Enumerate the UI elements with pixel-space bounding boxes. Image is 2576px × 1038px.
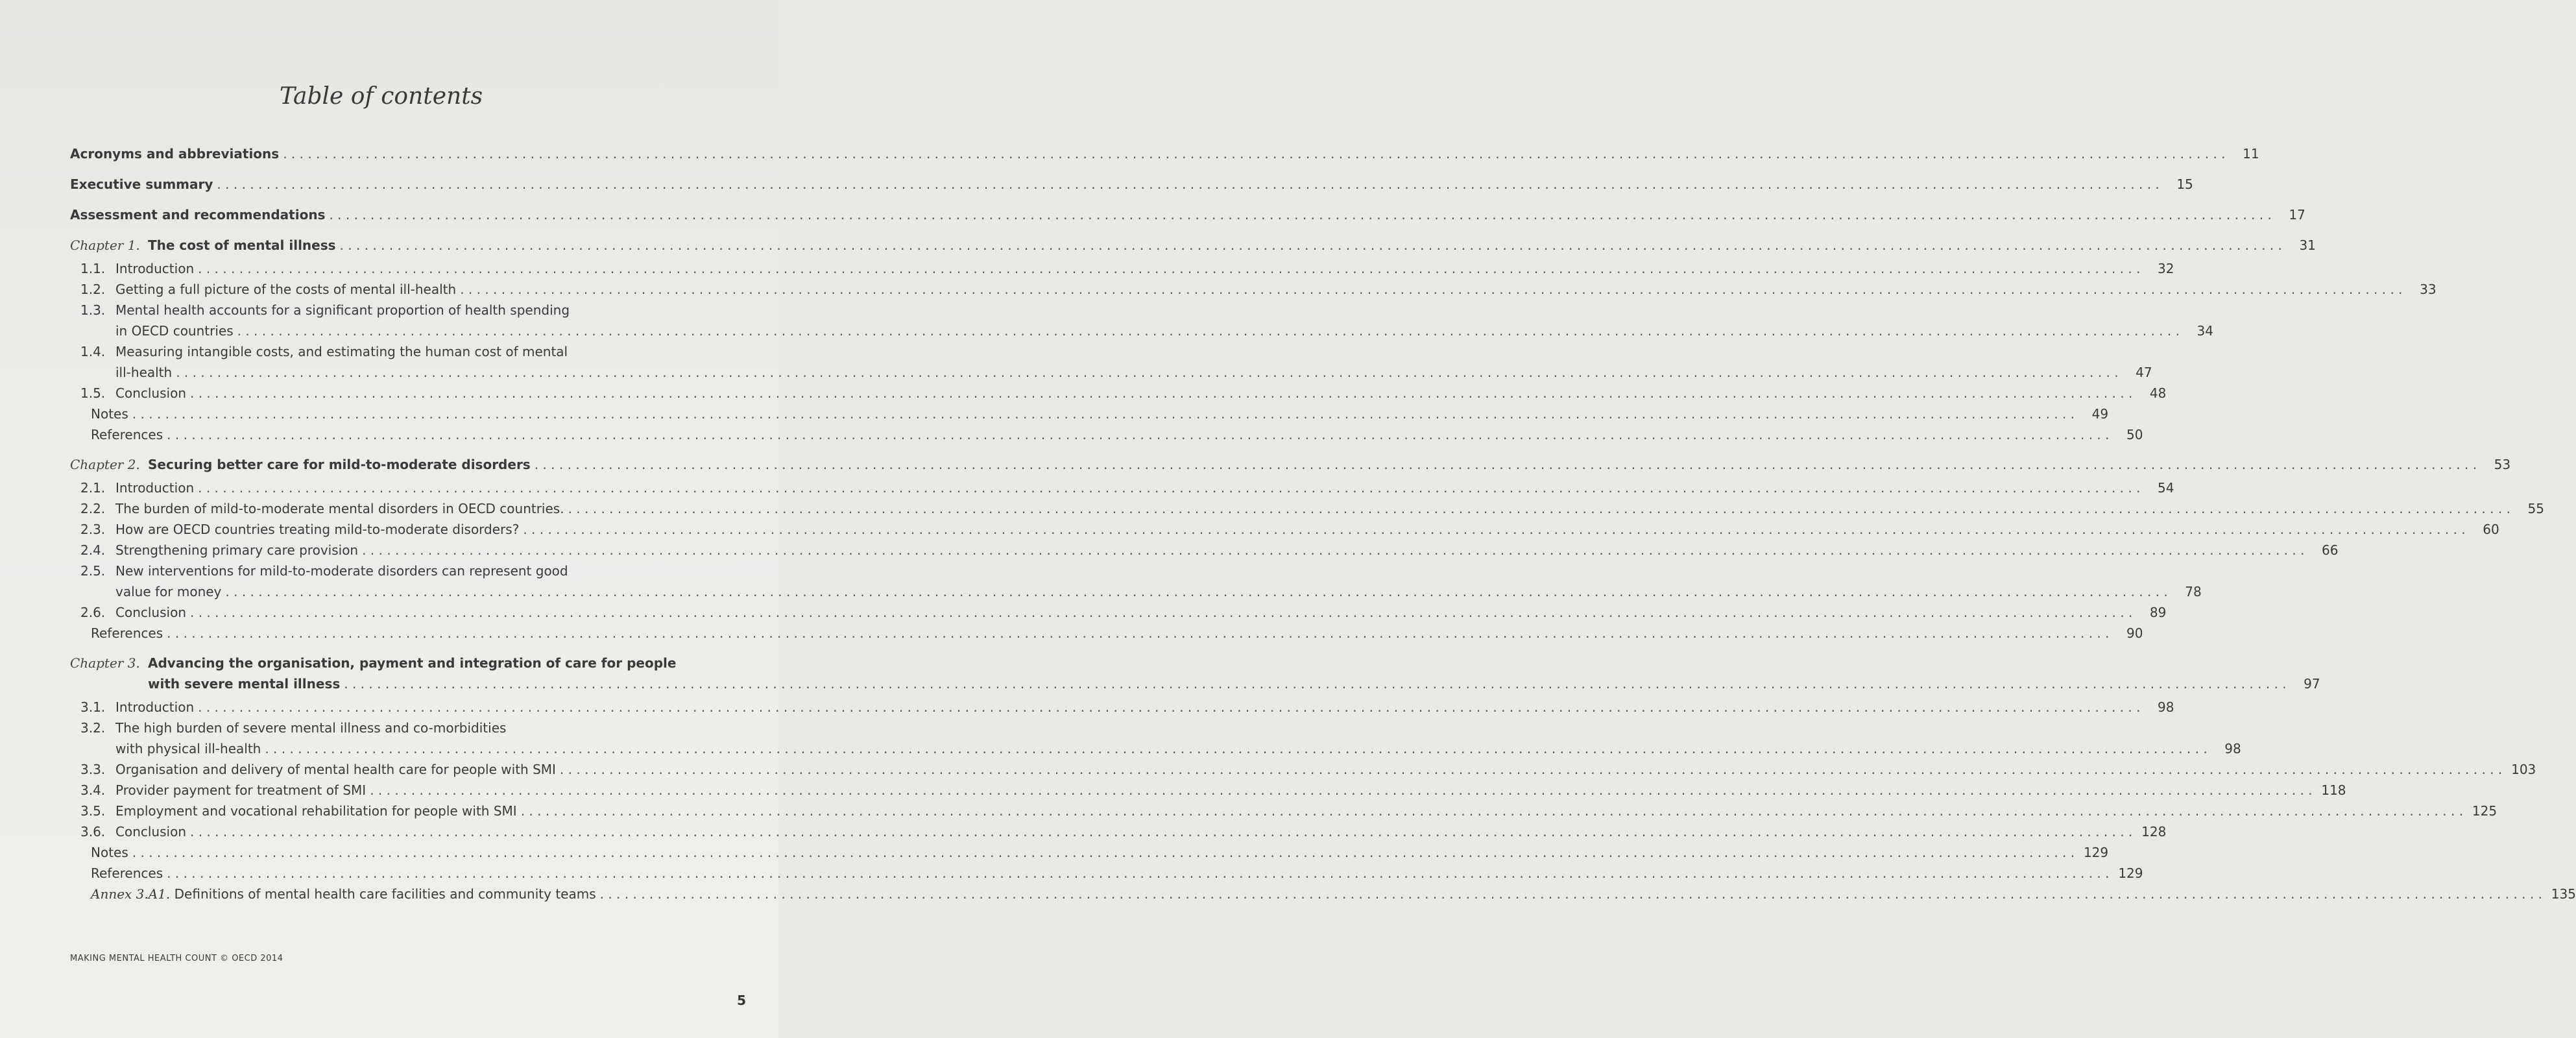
entry-page: 129	[2118, 865, 2143, 881]
entry-title: Strengthening primary care provision	[115, 542, 359, 558]
section-body	[91, 424, 2143, 445]
entry-title: Conclusion	[115, 824, 186, 839]
toc-section	[70, 498, 2544, 519]
section-title-line: Measuring intangible costs, and estimating the human cost of mental	[115, 344, 568, 359]
dot-leader	[521, 801, 2463, 821]
entry-page: 98	[2224, 741, 2241, 756]
section-body	[115, 477, 2174, 498]
entry-page: 135	[2551, 886, 2576, 902]
entry-page: 55	[2527, 501, 2544, 516]
toc-line	[115, 258, 2174, 279]
chapter-title	[148, 653, 2320, 694]
dot-leader	[535, 454, 2477, 475]
toc-front-entry	[70, 143, 2259, 164]
toc-section	[70, 404, 2109, 424]
toc-line	[148, 454, 2510, 475]
section-body	[91, 623, 2143, 644]
section-number	[70, 424, 91, 445]
annex-spacer	[70, 884, 91, 904]
annex-title	[91, 884, 596, 904]
section-body	[115, 279, 2437, 300]
section-number: 3.1.	[80, 699, 106, 715]
section-number: 3.2.	[80, 720, 106, 736]
toc-line	[115, 738, 2241, 759]
section-number: 2.6.	[80, 605, 106, 620]
entry-page: 34	[2197, 323, 2213, 339]
section-body	[115, 718, 2241, 759]
toc-section	[70, 821, 2167, 842]
entry-page: 128	[2141, 824, 2167, 839]
chapter-label: Chapter 2.	[70, 457, 140, 472]
toc-line	[91, 863, 2143, 884]
section-gap	[70, 644, 695, 653]
entry-page: 17	[2289, 207, 2305, 223]
section-body	[115, 602, 2166, 623]
entry-page: 129	[2083, 845, 2109, 860]
section-number: 2.2.	[80, 501, 106, 516]
section-number: 3.6.	[80, 824, 106, 839]
toc-section	[70, 279, 2437, 300]
toc-line	[91, 424, 2143, 445]
toc-section	[70, 424, 2143, 445]
toc-line	[115, 477, 2174, 498]
entry-title: The cost of mental illness	[148, 237, 336, 253]
entry-title: value for money	[115, 584, 222, 599]
entry-page: 54	[2158, 480, 2174, 496]
toc-line	[115, 362, 2152, 383]
entry-page: 66	[2322, 542, 2339, 558]
entry-title: Notes	[91, 845, 128, 860]
section-number	[70, 842, 91, 863]
toc-section	[70, 561, 2202, 602]
entry-page: 125	[2472, 803, 2498, 819]
section-number	[70, 623, 91, 644]
dot-leader	[340, 235, 2282, 256]
toc-line	[115, 821, 2166, 842]
toc-line	[115, 320, 2213, 341]
section-body	[91, 863, 2143, 884]
entry-page: 33	[2420, 282, 2437, 297]
entry-title: Introduction	[115, 699, 195, 715]
dot-leader	[237, 320, 2180, 341]
toc-line	[115, 602, 2166, 623]
dot-leader	[167, 623, 2109, 644]
annex-text: Definitions of mental health care facilities and community teams	[170, 886, 596, 902]
section-body	[115, 383, 2166, 404]
toc-section	[70, 258, 2174, 279]
section-body	[115, 801, 2497, 821]
toc-line	[148, 673, 2320, 694]
entry-title: References	[91, 427, 163, 442]
dot-leader	[370, 780, 2312, 801]
entry-title: Notes	[91, 406, 128, 422]
dot-leader	[176, 362, 2118, 383]
section-body	[115, 561, 2202, 602]
entry-title: Employment and vocational rehabilitation for people with SMI	[115, 803, 517, 819]
entry-page: 53	[2494, 457, 2511, 472]
footer-publication: MAKING MENTAL HEALTH COUNT © OECD 2014	[70, 954, 283, 963]
toc-line	[91, 404, 2108, 424]
page-title: Table of contents	[279, 83, 483, 110]
dot-leader	[560, 759, 2502, 780]
entry-page: 89	[2149, 605, 2167, 620]
dot-leader	[265, 738, 2207, 759]
entry-page: 32	[2158, 261, 2174, 276]
toc-line	[70, 204, 2305, 225]
entry-title: Conclusion	[115, 385, 186, 401]
dot-leader	[132, 842, 2075, 863]
entry-page: 48	[2149, 385, 2167, 401]
toc-section	[70, 300, 2213, 341]
section-title-line: New interventions for mild-to-moderate disorders can represent good	[115, 563, 568, 579]
dot-leader	[198, 258, 2140, 279]
toc-section	[70, 801, 2498, 821]
toc-section	[70, 383, 2167, 404]
section-number: 2.4.	[80, 542, 106, 558]
toc-section	[70, 623, 2143, 644]
toc-section	[70, 863, 2143, 884]
toc-section	[70, 341, 2152, 383]
toc-line	[91, 884, 2576, 904]
entry-page: 50	[2126, 427, 2143, 442]
toc-section	[70, 697, 2174, 718]
toc-line	[115, 540, 2338, 561]
section-number	[70, 404, 91, 424]
toc-line	[115, 581, 2202, 602]
chapter-title	[148, 235, 2316, 256]
entry-title: References	[91, 865, 163, 881]
entry-title: Getting a full picture of the costs of mental ill-health	[115, 282, 457, 297]
section-number: 1.2.	[80, 282, 106, 297]
section-body	[115, 341, 2152, 383]
dot-leader	[198, 477, 2140, 498]
entry-title: Provider payment for treatment of SMI	[115, 782, 367, 798]
section-body	[115, 498, 2544, 519]
dot-leader	[167, 863, 2109, 884]
entry-title: in OECD countries	[115, 323, 234, 339]
toc-section	[70, 842, 2109, 863]
toc-line	[91, 623, 2143, 644]
entry-title: How are OECD countries treating mild-to-moderate disorders?	[115, 522, 520, 537]
entry-title: Introduction	[115, 261, 195, 276]
toc-section	[70, 540, 2339, 561]
entry-page: 15	[2176, 176, 2193, 192]
entry-page: 103	[2511, 762, 2536, 777]
section-body	[91, 842, 2108, 863]
entry-page: 118	[2321, 782, 2346, 798]
section-body	[115, 697, 2174, 718]
toc-line	[115, 498, 2544, 519]
toc-line	[148, 235, 2316, 256]
section-body	[115, 300, 2213, 341]
dot-leader	[600, 884, 2542, 904]
dot-leader	[190, 383, 2132, 404]
section-number: 1.3.	[80, 302, 106, 318]
section-title-line: The high burden of severe mental illness and co-morbidities	[115, 720, 507, 736]
section-body	[115, 821, 2166, 842]
entry-title: Executive summary	[70, 176, 213, 192]
toc-section	[70, 602, 2167, 623]
section-number: 1.5.	[80, 385, 106, 401]
entry-title: Securing better care for mild-to-moderate disorders	[148, 457, 531, 472]
entry-page: 49	[2091, 406, 2109, 422]
section-number: 2.3.	[80, 522, 106, 537]
entry-title: with severe mental illness	[148, 676, 341, 692]
toc-line	[70, 143, 2259, 164]
toc-annex	[70, 884, 2576, 904]
toc-section	[70, 759, 2536, 780]
dot-leader	[225, 581, 2167, 602]
chapter-title-line: Advancing the organisation, payment and integration of care for people	[148, 655, 677, 671]
dot-leader	[329, 204, 2271, 225]
toc-line	[115, 383, 2166, 404]
toc-line	[115, 759, 2536, 780]
section-body	[115, 759, 2536, 780]
section-gap	[70, 445, 695, 454]
section-number: 1.1.	[80, 261, 106, 276]
toc-line	[70, 174, 2193, 195]
entry-page: 78	[2185, 584, 2202, 599]
toc-section	[70, 718, 2241, 759]
entry-title: References	[91, 625, 163, 641]
dot-leader	[362, 540, 2304, 561]
section-title-line: Mental health accounts for a significant proportion of health spending	[115, 302, 570, 318]
toc-chapter	[70, 454, 2511, 475]
entry-page: 98	[2158, 699, 2174, 715]
annex-body	[91, 884, 2576, 904]
entry-title: with physical ill-health	[115, 741, 261, 756]
entry-title: Introduction	[115, 480, 195, 496]
section-number	[70, 863, 91, 884]
toc-section	[70, 519, 2499, 540]
section-number: 1.4.	[80, 344, 106, 359]
entry-page: 11	[2243, 146, 2259, 162]
dot-leader	[167, 424, 2109, 445]
dot-leader	[217, 174, 2159, 195]
chapter-label: Chapter 3.	[70, 655, 140, 671]
dot-leader	[190, 602, 2132, 623]
section-body	[115, 540, 2338, 561]
toc-line	[115, 801, 2497, 821]
dot-leader	[344, 673, 2286, 694]
entry-title: Conclusion	[115, 605, 186, 620]
section-number: 3.4.	[80, 782, 106, 798]
entry-title: Acronyms and abbreviations	[70, 146, 280, 162]
dot-leader	[283, 143, 2225, 164]
entry-page: 47	[2136, 365, 2152, 380]
entry-page: 97	[2304, 676, 2320, 692]
section-body	[115, 780, 2346, 801]
toc-line	[115, 519, 2499, 540]
toc-line	[115, 780, 2346, 801]
section-number: 3.5.	[80, 803, 106, 819]
dot-leader	[132, 404, 2075, 424]
entry-title: Assessment and recommendations	[70, 207, 326, 223]
entry-title: Organisation and delivery of mental health care for people with SMI	[115, 762, 556, 777]
section-number: 2.5.	[80, 563, 106, 579]
entry-page: 90	[2126, 625, 2143, 641]
toc-front-entry	[70, 174, 2193, 195]
section-body	[115, 258, 2174, 279]
entry-page: 60	[2483, 522, 2499, 537]
entry-title: ill-health	[115, 365, 173, 380]
annex-label: Annex 3.A1.	[91, 886, 171, 902]
section-body	[91, 404, 2108, 424]
dot-leader	[190, 821, 2132, 842]
dot-leader	[568, 498, 2510, 519]
toc-section	[70, 477, 2174, 498]
entry-title: The burden of mild-to-moderate mental disorders in OECD countries.	[115, 501, 564, 516]
toc-line	[91, 842, 2108, 863]
toc-chapter	[70, 653, 2320, 694]
toc-front-entry	[70, 204, 2305, 225]
dot-leader	[198, 697, 2140, 718]
toc-section	[70, 780, 2346, 801]
toc-line	[115, 279, 2437, 300]
chapter-title	[148, 454, 2510, 475]
entry-page: 31	[2299, 237, 2316, 253]
dot-leader	[523, 519, 2465, 540]
table-of-contents	[70, 143, 2576, 904]
section-number: 3.3.	[80, 762, 106, 777]
dot-leader	[460, 279, 2402, 300]
chapter-label: Chapter 1.	[70, 237, 140, 253]
toc-chapter	[70, 235, 2316, 256]
section-number: 2.1.	[80, 480, 106, 496]
toc-line	[115, 697, 2174, 718]
footer-page-number: 5	[737, 993, 746, 1008]
section-body	[115, 519, 2499, 540]
